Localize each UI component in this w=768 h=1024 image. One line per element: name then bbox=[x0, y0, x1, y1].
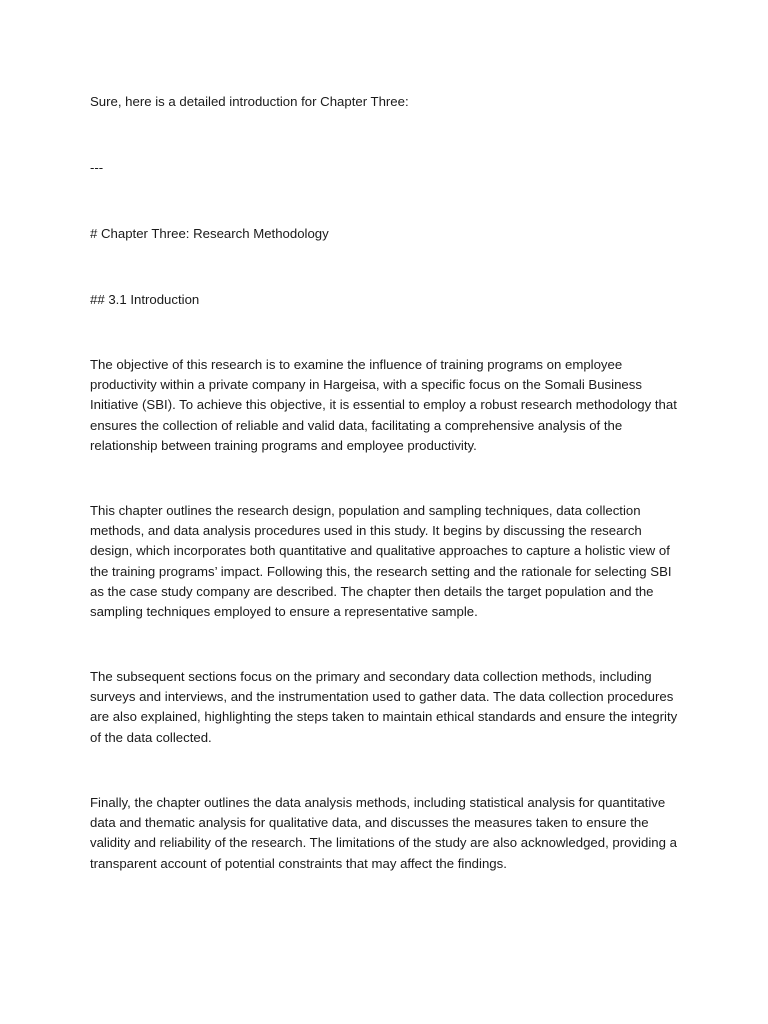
chapter-heading: # Chapter Three: Research Methodology bbox=[90, 226, 329, 241]
paragraph-text: The objective of this research is to examine the influence of training programs on employee productivity within a private company in Hargeisa, with a specific focus on the Somali Business Initiative (SBI). To achieve this objective, it is essential to employ a robust research methodology that ensures the collection of reliable and valid data, facilitating a comprehensive analysis of the relationship between training programs and employee productivity. bbox=[90, 357, 677, 453]
intro-line: Sure, here is a detailed introduction for Chapter Three: bbox=[90, 94, 409, 109]
paragraph-3 bbox=[90, 667, 682, 748]
section-heading: ## 3.1 Introduction bbox=[90, 292, 200, 307]
paragraph-text: The subsequent sections focus on the primary and secondary data collection methods, including surveys and interviews, and the instrumentation used to gather data. The data collection procedures are also explained, highlighting the steps taken to maintain ethical standards and ensure the integrity of the data collected. bbox=[90, 669, 678, 745]
separator-line: --- bbox=[90, 160, 104, 175]
paragraph-text: This chapter outlines the research design, population and sampling techniques, data collection methods, and data analysis procedures used in this study. It begins by discussing the research design, which incorporates both quantitative and qualitative approaches to capture a holistic view of the training programs’ impact. Following this, the research setting and the rationale for selecting SBI as the case study company are described. The chapter then details the target population and the sampling techniques employed to ensure a representative sample. bbox=[90, 503, 672, 620]
paragraph-2 bbox=[90, 501, 682, 622]
paragraph-1 bbox=[90, 355, 682, 456]
paragraph-text: Finally, the chapter outlines the data analysis methods, including statistical analysis for quantitative data and thematic analysis for qualitative data, and discusses the measures taken to ensure the validity and reliability of the research. The limitations of the study are also acknowledged, providing a transparent account of potential constraints that may affect the findings. bbox=[90, 795, 677, 871]
paragraph-4 bbox=[90, 793, 682, 874]
